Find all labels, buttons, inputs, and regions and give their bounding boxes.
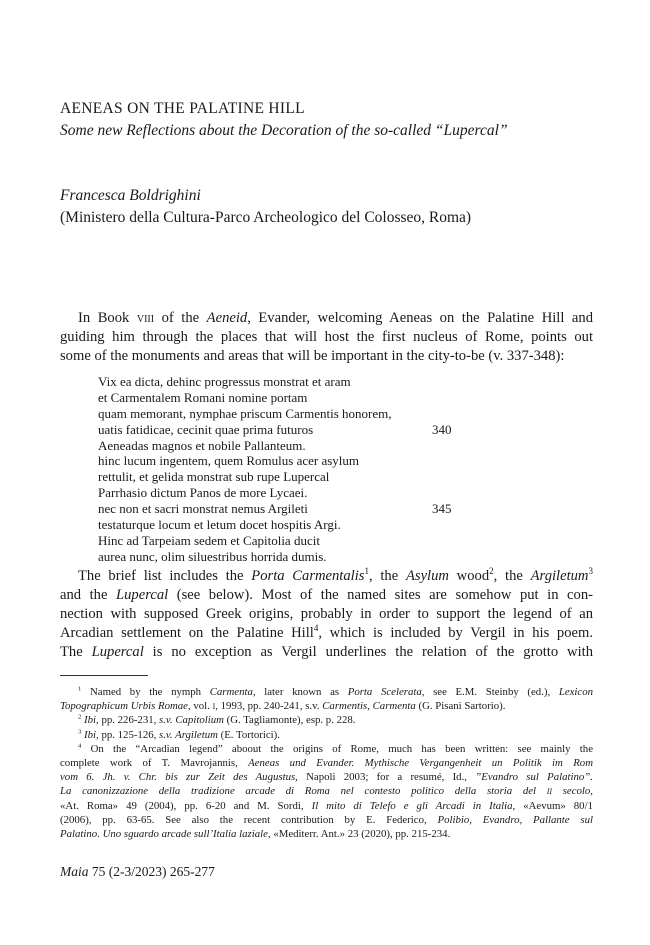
intro-line: guiding him through the places that will host the first nucleus of Rome, points out bbox=[60, 329, 593, 345]
footnote-2: $^2$ Ibi, pp. 226-231, s.v. Capitolium (G. Tagliamonte), esp. p. 228. bbox=[78, 713, 356, 727]
intro-line: some of the monuments and areas that will be important in the city-to-be (v. 337-348): bbox=[60, 348, 565, 364]
footnote-3: $^3$ Ibi, pp. 125-126, s.v. Argiletum (E. Tortorici). bbox=[78, 728, 280, 741]
body-line: nection with supposed Greek origins, probably in order to support the legend of an bbox=[60, 606, 593, 622]
intro-paragraph bbox=[60, 309, 593, 366]
poem-line: Parrhasio dictum Panos de more Lycaei. bbox=[98, 485, 308, 501]
citation-details: 75 (2-3/2023) 265-277 bbox=[88, 864, 215, 879]
poem-line: Aeneadas magnos et nobile Pallanteum. bbox=[98, 437, 306, 453]
body-paragraph-2 bbox=[60, 567, 593, 662]
footnote-4-cont: Palatino. Uno sguardo arcade sull’Italia laziale, «Mediterr. Ant.» 23 (2020), pp. 215-234. bbox=[60, 828, 451, 841]
poem-line: testaturque locum et letum docet hospitis Argi. bbox=[98, 517, 341, 533]
intro-line: In Book viii of the Aeneid, Evander, welcoming Aeneas on the Palatine Hill and bbox=[78, 310, 594, 326]
article-title: AENEAS ON THE PALATINE HILL bbox=[60, 100, 305, 117]
body-line: The Lupercal is no exception as Vergil underlines the relation of the grotto with bbox=[60, 644, 593, 660]
footnotes bbox=[60, 685, 593, 841]
line-number: 345 bbox=[432, 501, 452, 517]
poem-line: Vix ea dicta, dehinc progressus monstrat et aram bbox=[98, 374, 351, 389]
footnote-1: $^1$ Named by the nymph Carmenta, later known as Porta Scelerata, see E.M. Steinby (ed.), Lexicon bbox=[78, 685, 593, 698]
poem-line: et Carmentalem Romani nomine portam bbox=[98, 389, 308, 405]
footnote-4-cont: vom 6. Jh. v. Chr. bis zur Zeit des Augustus, Napoli 2003; for a resumé, Id., ”Evandro sul Palatino”. bbox=[60, 771, 593, 784]
footnote-4-cont: (2006), pp. 63-65. See also the recent contribution by E. Federico, Polibio, Evandro, Pallante sul bbox=[60, 813, 593, 826]
footnote-rule bbox=[60, 675, 148, 676]
poem-line: hinc lucum ingentem, quem Romulus acer asylum bbox=[98, 453, 360, 469]
footnote-4-cont: «At. Roma» 49 (2004), pp. 6-20 and M. Sordi, Il mito di Telefo e gli Arcadi in Italia, «Aevum» 80/1 bbox=[60, 799, 593, 812]
poem-line: aurea nunc, olim siluestribus horrida dumis. bbox=[98, 548, 327, 564]
author-affiliation: (Ministero della Cultura-Parco Archeologico del Colosseo, Roma) bbox=[60, 209, 472, 226]
footnote-4-cont: La canonizzazione della tradizione arcade di Roma nel contesto politico della storia del ii secolo, bbox=[60, 785, 593, 798]
body-line: The brief list includes the Porta Carmentalis$^1$, the Asylum wood$^2$, the Argiletum$^3$ bbox=[78, 566, 593, 584]
article-subtitle: Some new Reflections about the Decoration of the so-called “Lupercal” bbox=[60, 122, 508, 139]
poem-quotation bbox=[98, 374, 498, 565]
body-line: and the Lupercal (see below). Most of the named sites are somehow put in con- bbox=[60, 587, 593, 603]
body-line: Arcadian settlement on the Palatine Hill$^4$, which is included by Vergil in his poem. bbox=[60, 623, 594, 641]
poem-line: uatis fatidicae, cecinit quae prima futuros 340 bbox=[98, 421, 452, 437]
poem-line: Hinc ad Tarpeiam sedem et Capitolia ducit bbox=[98, 532, 320, 548]
journal-citation-footer bbox=[60, 863, 215, 881]
footnote-4-cont: complete work of T. Mavrojannis, Aeneas und Evander. Mythische Vergangenheit un Politik im Rom bbox=[60, 757, 593, 770]
author-name: Francesca Boldrighini bbox=[60, 187, 201, 204]
footnote-1-cont: Topographicum Urbis Romae, vol. i, 1993, pp. 240-241, s.v. Carmentis, Carmenta (G. Pisani Sartorio). bbox=[60, 700, 506, 713]
poem-line: quam memorant, nymphae priscum Carmentis honorem, bbox=[98, 405, 392, 421]
journal-name: Maia bbox=[60, 864, 89, 879]
footnote-4: $^4$ On the “Arcadian legend” aboout the origins of Rome, much has been written: see mainly the bbox=[78, 742, 593, 755]
poem-line: nec non et sacri monstrat nemus Argileti 345 bbox=[98, 501, 452, 517]
line-number: 340 bbox=[432, 421, 452, 437]
poem-line: rettulit, et gelida monstrat sub rupe Lupercal bbox=[98, 469, 330, 485]
